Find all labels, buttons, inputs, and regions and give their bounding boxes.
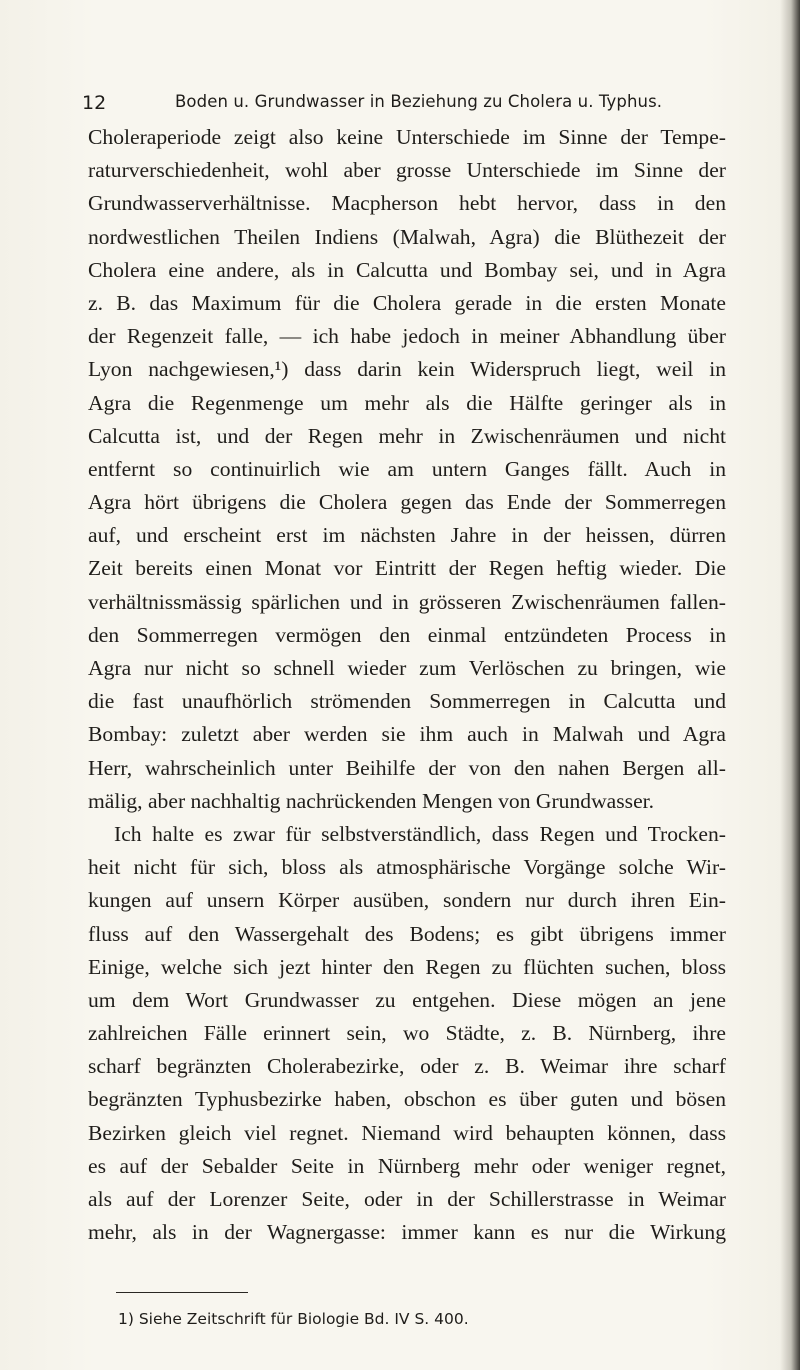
text-line: der Regenzeit falle, — ich habe jedoch in meiner Abhandlung über (88, 324, 726, 349)
text-line: heit nicht für sich, bloss als atmosphärische Vorgänge solche Wir- (88, 855, 726, 880)
text-line: entfernt so continuirlich wie am untern Ganges fällt. Auch in (88, 456, 726, 481)
text-line: Einige, welche sich jezt hinter den Regen zu flüchten suchen, bloss (88, 954, 726, 979)
text-line: Zeit bereits einen Monat vor Eintritt der Regen heftig wieder. Die (88, 556, 726, 581)
footnote-divider (116, 1292, 248, 1293)
text-line: Cholera eine andere, als in Calcutta und Bombay sei, und in Agra (88, 257, 726, 282)
text-line: den Sommerregen vermögen den einmal entzündeten Process in (88, 622, 726, 647)
main-text (88, 121, 726, 1249)
text-line: raturverschiedenheit, wohl aber grosse Unterschiede im Sinne der (88, 158, 726, 183)
text-line: Lyon nachgewiesen,¹) dass darin kein Widerspruch liegt, weil in (88, 357, 726, 382)
text-line: die fast unaufhörlich strömenden Sommerregen in Calcutta und (88, 689, 726, 714)
text-line: mehr, als in der Wagnergasse: immer kann es nur die Wirkung (88, 1220, 726, 1245)
paragraph-start-line: Ich halte es zwar für selbstverständlich, dass Regen und Trocken- (114, 821, 726, 846)
text-line: z. B. das Maximum für die Cholera gerade in die ersten Monate (88, 290, 726, 315)
text-line: kungen auf unsern Körper ausüben, sondern nur durch ihren Ein- (88, 888, 726, 913)
text-line: Bezirken gleich viel regnet. Niemand wird behaupten können, dass (88, 1120, 726, 1145)
text-line: nordwestlichen Theilen Indiens (Malwah, Agra) die Blüthezeit der (88, 224, 726, 249)
running-head: Boden u. Grundwasser in Beziehung zu Cholera u. Typhus. (175, 92, 663, 111)
text-line: Agra nur nicht so schnell wieder zum Verlöschen zu bringen, wie (88, 656, 726, 680)
text-line: Bombay: zuletzt aber werden sie ihm auch in Malwah und Agra (88, 722, 726, 747)
text-line: auf, und erscheint erst im nächsten Jahre in der heissen, dürren (88, 523, 726, 548)
text-line: fluss auf den Wassergehalt des Bodens; es gibt übrigens immer (88, 921, 726, 946)
text-line: als auf der Lorenzer Seite, oder in der Schillerstrasse in Weimar (88, 1187, 726, 1211)
text-line: begränzten Typhusbezirke haben, obschon es über guten und bösen (88, 1087, 726, 1112)
text-line: scharf begränzten Cholerabezirke, oder z. B. Weimar ihre scharf (88, 1054, 726, 1079)
page-number: 12 (82, 92, 107, 114)
text-line: mälig, aber nachhaltig nachrückenden Mengen von Grundwasser. (88, 788, 655, 813)
footnote: 1) Siehe Zeitschrift für Biologie Bd. IV S. 400. (118, 1310, 469, 1328)
text-line: verhältnissmässig spärlichen und in grösseren Zwischenräumen fallen- (88, 589, 726, 614)
text-line: zahlreichen Fälle erinnert sein, wo Städte, z. B. Nürnberg, ihre (88, 1021, 726, 1046)
text-line: es auf der Sebalder Seite in Nürnberg mehr oder weniger regnet, (88, 1153, 726, 1178)
text-line: um dem Wort Grundwasser zu entgehen. Diese mögen an jene (88, 987, 726, 1012)
text-line: Agra die Regenmenge um mehr als die Hälfte geringer als in (88, 390, 726, 415)
page-header (82, 92, 732, 122)
text-line: Choleraperiode zeigt also keine Unterschiede im Sinne der Tempe- (88, 125, 726, 149)
page-edge-shadow (780, 0, 800, 1370)
text-line: Herr, wahrscheinlich unter Beihilfe der von den nahen Bergen all- (88, 755, 726, 780)
text-line: Grundwasserverhältnisse. Macpherson hebt hervor, dass in den (88, 191, 726, 216)
text-line: Agra hört übrigens die Cholera gegen das Ende der Sommerregen (88, 490, 726, 515)
text-line: Calcutta ist, und der Regen mehr in Zwischenräumen und nicht (88, 423, 726, 448)
